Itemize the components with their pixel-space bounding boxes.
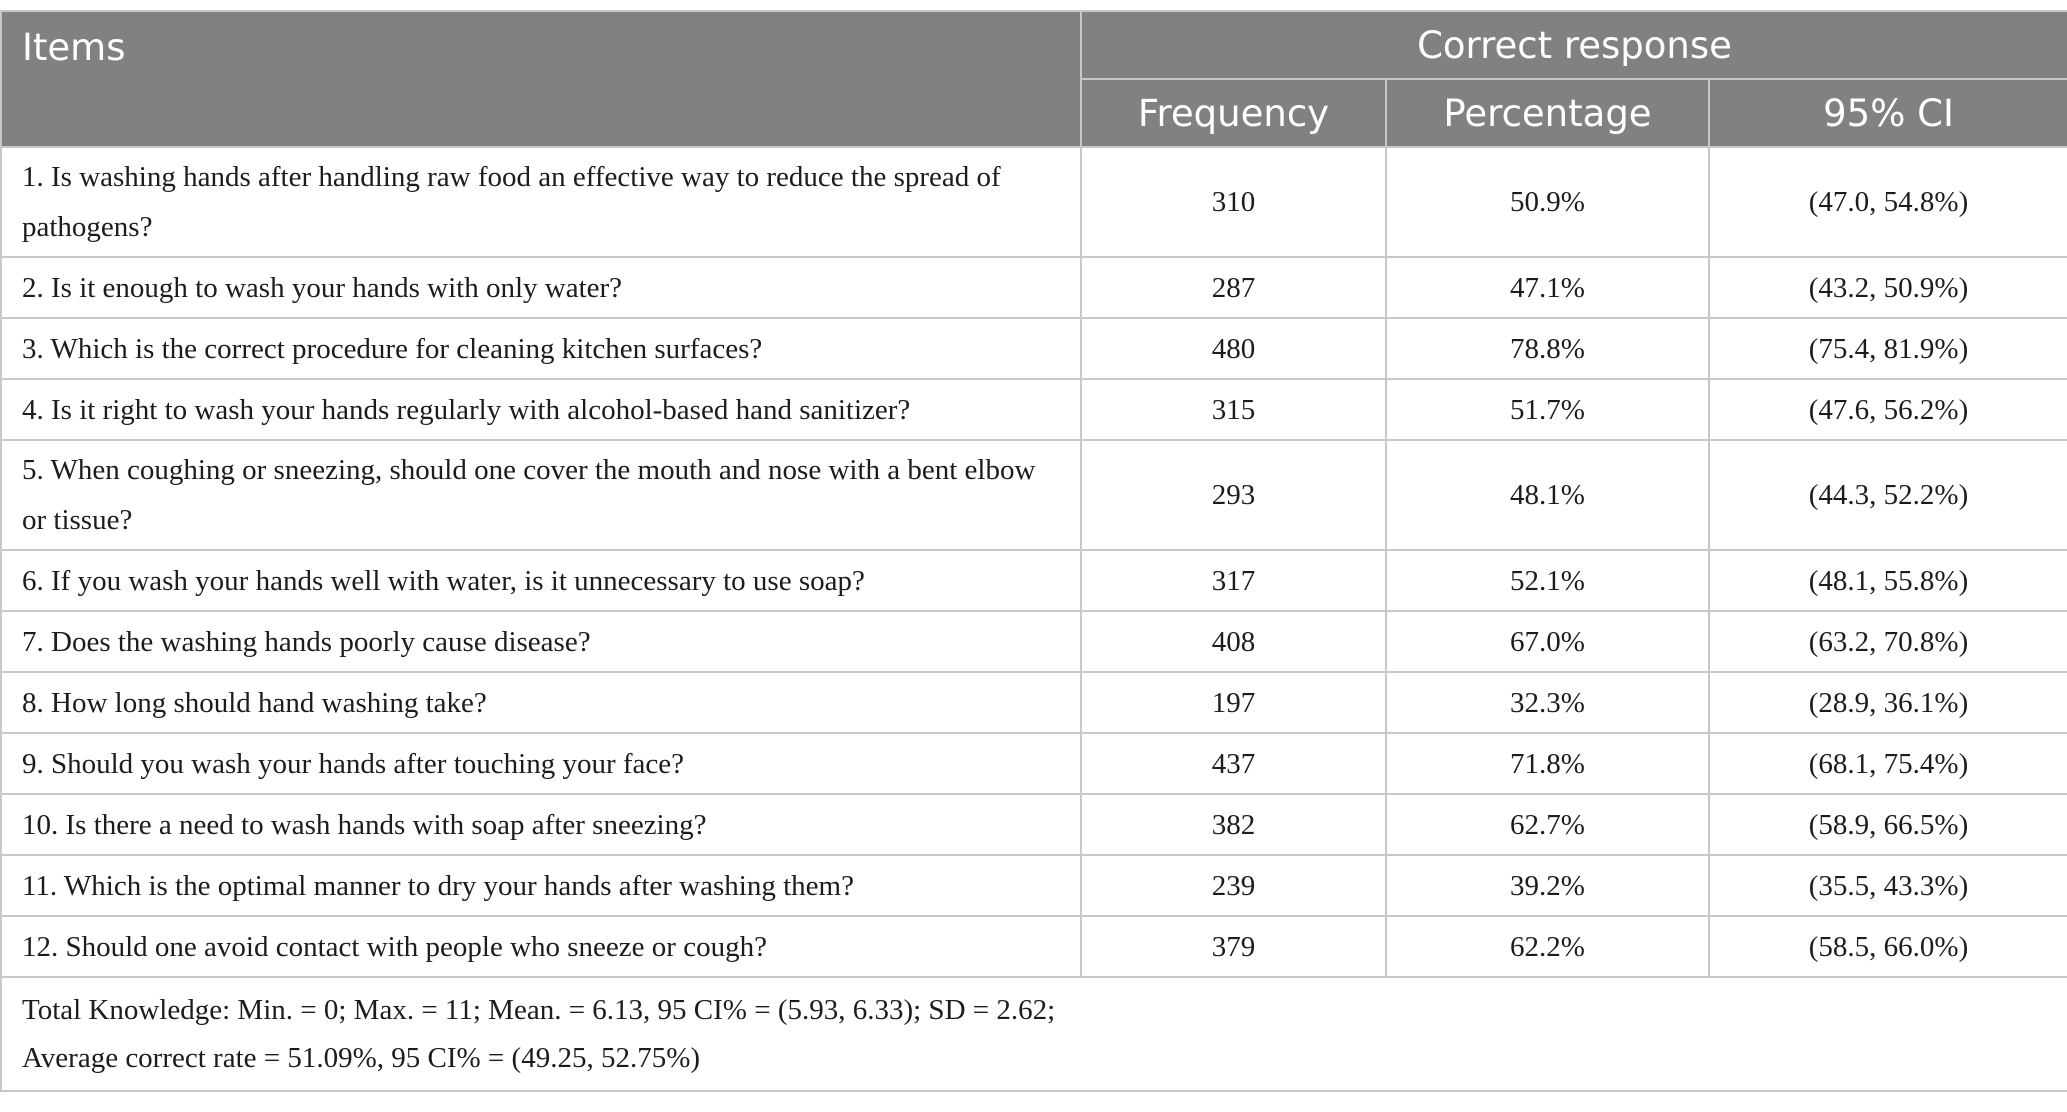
item-cell: 4. Is it right to wash your hands regularly with alcohol-based hand sanitizer? <box>1 379 1081 440</box>
frequency-cell: 437 <box>1081 733 1386 794</box>
ci-cell: (35.5, 43.3%) <box>1709 855 2067 916</box>
summary-line-average-rate: Average correct rate = 51.09%, 95 CI% = (49.25, 52.75%) <box>22 1042 701 1074</box>
table-row <box>1 147 2067 257</box>
percentage-cell: 47.1% <box>1386 257 1709 318</box>
percentage-cell: 62.2% <box>1386 916 1709 977</box>
ci-column-header: 95% CI <box>1709 79 2067 147</box>
item-cell: 2. Is it enough to wash your hands with only water? <box>1 257 1081 318</box>
table-row <box>1 733 2067 794</box>
knowledge-table <box>0 10 2067 1092</box>
table-row <box>1 916 2067 977</box>
ci-cell: (47.6, 56.2%) <box>1709 379 2067 440</box>
table-row <box>1 794 2067 855</box>
ci-cell: (58.9, 66.5%) <box>1709 794 2067 855</box>
ci-cell: (75.4, 81.9%) <box>1709 318 2067 379</box>
table-row <box>1 440 2067 550</box>
table-row <box>1 550 2067 611</box>
item-cell: 5. When coughing or sneezing, should one cover the mouth and nose with a bent elbow or tissue? <box>1 440 1081 550</box>
frequency-cell: 315 <box>1081 379 1386 440</box>
ci-cell: (44.3, 52.2%) <box>1709 440 2067 550</box>
percentage-cell: 48.1% <box>1386 440 1709 550</box>
frequency-cell: 293 <box>1081 440 1386 550</box>
percentage-cell: 51.7% <box>1386 379 1709 440</box>
frequency-cell: 287 <box>1081 257 1386 318</box>
frequency-cell: 239 <box>1081 855 1386 916</box>
table-row <box>1 672 2067 733</box>
percentage-cell: 62.7% <box>1386 794 1709 855</box>
percentage-cell: 50.9% <box>1386 147 1709 257</box>
table-row <box>1 611 2067 672</box>
ci-cell: (43.2, 50.9%) <box>1709 257 2067 318</box>
ci-cell: (28.9, 36.1%) <box>1709 672 2067 733</box>
item-cell: 10. Is there a need to wash hands with soap after sneezing? <box>1 794 1081 855</box>
frequency-column-header: Frequency <box>1081 79 1386 147</box>
table-row <box>1 855 2067 916</box>
percentage-cell: 32.3% <box>1386 672 1709 733</box>
table-header <box>1 11 2067 147</box>
item-cell: 3. Which is the correct procedure for cleaning kitchen surfaces? <box>1 318 1081 379</box>
ci-cell: (48.1, 55.8%) <box>1709 550 2067 611</box>
item-cell: 11. Which is the optimal manner to dry your hands after washing them? <box>1 855 1081 916</box>
ci-cell: (63.2, 70.8%) <box>1709 611 2067 672</box>
table-row <box>1 318 2067 379</box>
percentage-column-header: Percentage <box>1386 79 1709 147</box>
item-cell: 12. Should one avoid contact with people who sneeze or cough? <box>1 916 1081 977</box>
frequency-cell: 379 <box>1081 916 1386 977</box>
frequency-cell: 197 <box>1081 672 1386 733</box>
frequency-cell: 480 <box>1081 318 1386 379</box>
frequency-cell: 317 <box>1081 550 1386 611</box>
item-cell: 9. Should you wash your hands after touching your face? <box>1 733 1081 794</box>
table-body <box>1 147 2067 977</box>
frequency-cell: 408 <box>1081 611 1386 672</box>
items-column-header: Items <box>1 11 1081 147</box>
ci-cell: (47.0, 54.8%) <box>1709 147 2067 257</box>
percentage-cell: 71.8% <box>1386 733 1709 794</box>
frequency-cell: 310 <box>1081 147 1386 257</box>
item-cell: 1. Is washing hands after handling raw food an effective way to reduce the spread of pathogens? <box>1 147 1081 257</box>
correct-response-header: Correct response <box>1081 11 2067 79</box>
table-footer <box>1 977 2067 1091</box>
ci-cell: (68.1, 75.4%) <box>1709 733 2067 794</box>
table-row <box>1 379 2067 440</box>
percentage-cell: 67.0% <box>1386 611 1709 672</box>
frequency-cell: 382 <box>1081 794 1386 855</box>
summary-line-total-knowledge: Total Knowledge: Min. = 0; Max. = 11; Mean. = 6.13, 95 CI% = (5.93, 6.33); SD = 2.62; <box>22 994 1056 1026</box>
item-cell: 6. If you wash your hands well with water, is it unnecessary to use soap? <box>1 550 1081 611</box>
table-row <box>1 257 2067 318</box>
percentage-cell: 78.8% <box>1386 318 1709 379</box>
item-cell: 7. Does the washing hands poorly cause disease? <box>1 611 1081 672</box>
percentage-cell: 52.1% <box>1386 550 1709 611</box>
percentage-cell: 39.2% <box>1386 855 1709 916</box>
ci-cell: (58.5, 66.0%) <box>1709 916 2067 977</box>
item-cell: 8. How long should hand washing take? <box>1 672 1081 733</box>
summary-note <box>1 977 2067 1091</box>
